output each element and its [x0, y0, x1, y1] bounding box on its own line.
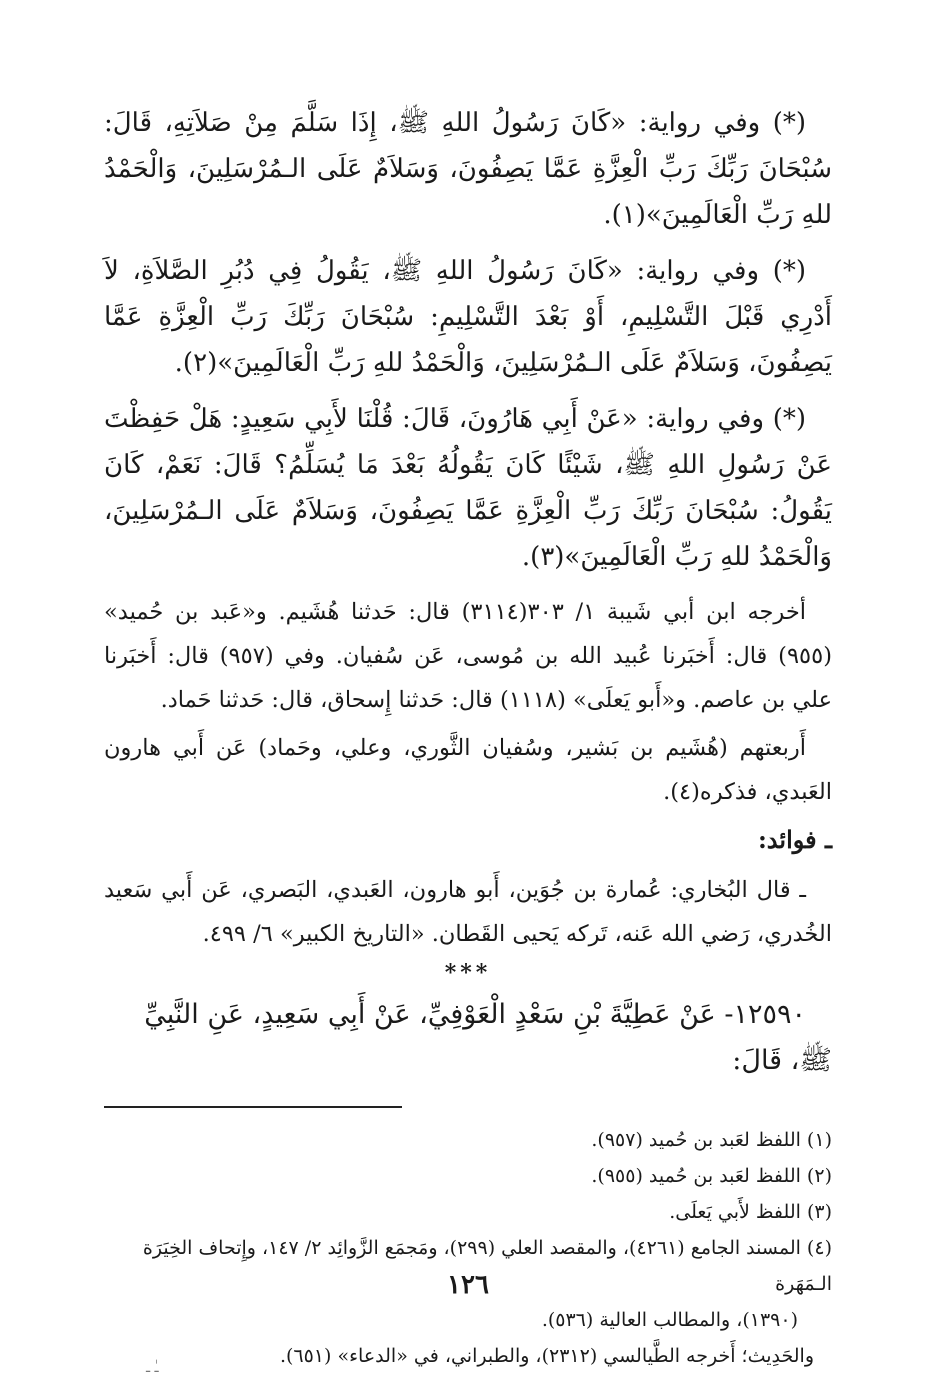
footnote-1: (١) اللفظ لعَبد بن حُميد (٩٥٧).: [591, 1129, 832, 1151]
riwaya-paragraph-2: (*) وفي رواية: «كَانَ رَسُولُ اللهِ ﷺ، يَقُولُ فِي دُبُرِ الصَّلاَةِ، لاَ أَدْرِي قَبْلَ التَّسْلِيمِ، أَوْ بَعْدَ التَّسْلِيمِ: سُبْحَانَ رَبِّكَ رَبِّ الْعِزَّةِ عَمَّا يَصِفُونَ، وَسَلاَمٌ عَلَى الـمُرْسَلِينَ، وَالْحَمْدُ للهِ رَبِّ الْعَالَمِينَ»(٢).: [104, 256, 832, 378]
footnote-4-continuation: (١٣٩٠)، والمطالب العالية (٥٣٦).: [541, 1309, 798, 1331]
hadith-heading: ١٢٥٩٠- عَنْ عَطِيَّةَ بْنِ سَعْدٍ الْعَوْفِيِّ، عَنْ أَبِي سَعِيدٍ، عَنِ النَّبِيِّ ﷺ، قَالَ:: [144, 999, 832, 1076]
page-number: ١٢٦: [447, 1270, 489, 1300]
takhrij-summary-paragraph: أَربعتهم (هُشَيم بن بَشير، وسُفيان الثَّوري، وعلي، وحَماد) عَن أَبي هارون العَبدي، فذكره(٤).: [104, 735, 832, 805]
fawaid-heading: ـ فوائد:: [757, 825, 832, 854]
footnote-divider: [104, 1106, 402, 1108]
footnote-4-extra: والحَدِيث؛ أَخرجه الطَّيالسي (٢٣١٢)، والطبراني، في «الدعاء» (٦٥١).: [279, 1345, 814, 1367]
section-separator: ***: [444, 960, 492, 986]
riwaya-paragraph-3: (*) وفي رواية: «عَنْ أَبِي هَارُونَ، قَالَ: قُلْنَا لأَبِي سَعِيدٍ: هَلْ حَفِظْتَ عَنْ رَسُولِ اللهِ ﷺ، شَيْئًا كَانَ يَقُولُهُ بَعْدَ مَا يُسَلِّمُ؟ قَالَ: نَعَمْ، كَانَ يَقُولُ: سُبْحَانَ رَبِّكَ رَبِّ الْعِزَّةِ عَمَّا يَصِفُونَ، وَسَلاَمٌ عَلَى الـمُرْسَلِينَ، وَالْحَمْدُ للهِ رَبِّ الْعَالَمِينَ»(٣).: [104, 404, 832, 572]
footnote-2: (٢) اللفظ لعَبد بن حُميد (٩٥٥).: [591, 1165, 832, 1187]
footnote-4: (٤) المسند الجامع (٤٢٦١)، والمقصد العلي (٢٩٩)، ومَجمَع الزَّوائِد ٢/ ١٤٧، وإِتحاف الخِيَرَة الـمَهَرة: [142, 1237, 832, 1295]
takhrij-paragraph: أخرجه ابن أبي شَيبة ١/ ٣٠٣(٣١١٤) قال: حَدثنا هُشَيم. و«عَبد بن حُميد» (٩٥٥) قال: أَخبَرنا عُبيد الله بن مُوسى، عَن سُفيان. وفي (٩٥٧) قال: أَخبَرنا علي بن عاصم. و«أَبو يَعلَى» (١١١٨) قال: حَدثنا إِسحاق، قال: حَدثنا حَماد.: [104, 599, 832, 713]
footnote-3: (٣) اللفظ لأَبي يَعلَى.: [669, 1201, 832, 1223]
riwaya-paragraph-1: (*) وفي رواية: «كَانَ رَسُولُ اللهِ ﷺ، إِذَا سَلَّمَ مِنْ صَلاَتِهِ، قَالَ: سُبْحَانَ رَبِّكَ رَبِّ الْعِزَّةِ عَمَّا يَصِفُونَ، وَسَلاَمٌ عَلَى الـمُرْسَلِينَ، وَالْحَمْدُ للهِ رَبِّ الْعَالَمِينَ»(١).: [104, 108, 832, 230]
scan-mark: ـٰ ـ: [146, 1360, 159, 1376]
fawaid-paragraph: ـ قال البُخاري: عُمارة بن جُوَين، أَبو هارون، العَبدي، البَصري، عَن أَبي سَعيد الخُدري، رَضي الله عَنه، تَركه يَحيى القَطان. «التاريخ الكبير» ٦/ ٤٩٩.: [104, 877, 832, 947]
footnotes: [104, 1122, 832, 1374]
